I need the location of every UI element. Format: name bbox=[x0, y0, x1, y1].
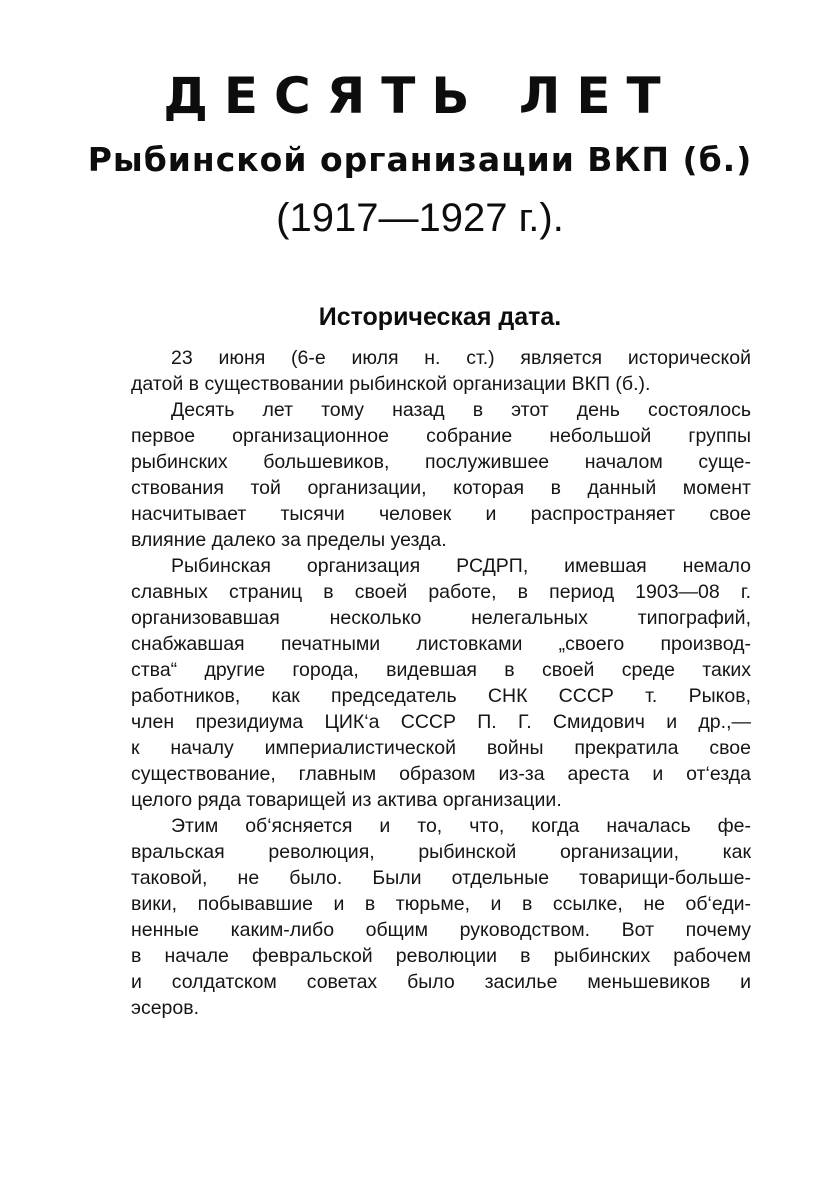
text-line: датой в существовании рыбинской организации ВКП (б.). bbox=[131, 373, 651, 395]
text-line: Этим об‘ясняется и то, что, когда началась фе- bbox=[171, 815, 751, 837]
body-text bbox=[131, 345, 751, 1021]
text-line: Рыбинская организация РСДРП, имевшая немало bbox=[171, 555, 751, 577]
text-line: организовавшая несколько нелегальных типографий, bbox=[131, 607, 751, 629]
text-line: ствования той организации, которая в данный момент bbox=[131, 477, 751, 499]
section-heading: Историческая дата. bbox=[318, 303, 562, 331]
text-line: ства“ другие города, видевшая в своей среде таких bbox=[131, 659, 751, 681]
text-line: вики, побывавшие и в тюрьме, и в ссылке, не об‘еди- bbox=[131, 893, 751, 915]
document-title: ДЕСЯТЬ ЛЕТ bbox=[163, 67, 677, 125]
document-years: (1917—1927 г.). bbox=[276, 196, 564, 240]
text-line: эсеров. bbox=[131, 997, 200, 1019]
text-line: таковой, не было. Были отдельные товарищи-больше- bbox=[131, 867, 751, 889]
text-line: к началу империалистической войны прекратила свое bbox=[131, 737, 751, 759]
text-line: член президиума ЦИК‘а СССР П. Г. Смидович и др.,— bbox=[131, 711, 751, 733]
text-line: и солдатском советах было засилье меньшевиков и bbox=[131, 971, 751, 993]
text-line: славных страниц в своей работе, в период 1903—08 г. bbox=[131, 581, 751, 603]
text-line: рыбинских большевиков, послужившее началом суще- bbox=[131, 451, 751, 473]
paragraph bbox=[131, 553, 751, 813]
text-line: целого ряда товарищей из актива организации. bbox=[131, 789, 562, 811]
text-line: вральская революция, рыбинской организации, как bbox=[131, 841, 751, 863]
text-line: 23 июня (6-е июля н. ст.) является исторической bbox=[171, 347, 751, 369]
document-subtitle: Рыбинской организации ВКП (б.) bbox=[87, 140, 753, 179]
paragraph bbox=[131, 345, 751, 397]
text-line: ненные каким-либо общим руководством. Вот почему bbox=[131, 919, 751, 941]
text-line: Десять лет тому назад в этот день состоялось bbox=[171, 399, 751, 421]
text-line: в начале февральской революции в рыбинских рабочем bbox=[131, 945, 751, 967]
text-line: первое организационное собрание небольшой группы bbox=[131, 425, 751, 447]
text-line: влияние далеко за пределы уезда. bbox=[131, 529, 447, 551]
paragraph bbox=[131, 397, 751, 553]
paragraph bbox=[131, 813, 751, 1021]
text-line: насчитывает тысячи человек и распространяет свое bbox=[131, 503, 751, 525]
text-line: существование, главным образом из-за ареста и от‘езда bbox=[131, 763, 751, 785]
text-line: снабжавшая печатными листовками „своего производ- bbox=[131, 633, 751, 655]
text-line: работников, как председатель СНК СССР т. Рыков, bbox=[131, 685, 751, 707]
